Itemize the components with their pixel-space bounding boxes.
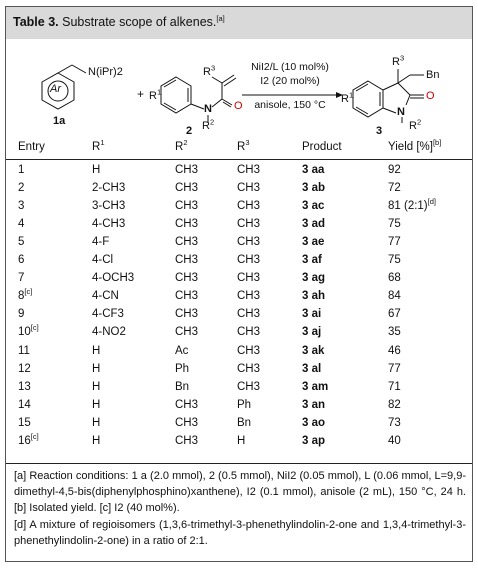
- entry-cell: 10[c]: [18, 323, 39, 339]
- product-cell: 3 ae: [302, 236, 325, 249]
- r3-cell: CH3: [237, 344, 261, 357]
- col-r2: $R^2$: [175, 138, 188, 153]
- r2-cell: CH3: [175, 182, 199, 195]
- r2-cell: CH3: [175, 164, 199, 176]
- yield-cell: 40: [388, 434, 401, 447]
- table-row: [6, 218, 472, 233]
- condition-solvent-temp: anisole, 150 °C: [254, 99, 326, 111]
- yield-cell: 72: [388, 182, 401, 195]
- table-row: [6, 399, 472, 414]
- r3-cell: CH3: [237, 200, 261, 213]
- r3-cell: Bn: [237, 416, 252, 429]
- entry-cell: 8[c]: [18, 287, 33, 303]
- yield-cell: 92: [388, 164, 401, 176]
- entry-cell: 14: [18, 398, 31, 411]
- r3-cell: CH3: [237, 380, 261, 393]
- r1-cell: 4-CN: [92, 290, 119, 303]
- r3-cell: CH3: [237, 362, 261, 375]
- table-row: [6, 254, 472, 269]
- r3-label-3: $R^3$: [392, 53, 405, 68]
- entry-cell: 5: [18, 236, 25, 249]
- r1-cell: H: [92, 398, 101, 411]
- yield-cell: 81 (2:1)[d]: [388, 197, 436, 213]
- product-cell: 3 af: [302, 254, 322, 267]
- r2-label-2: $R^2$: [202, 117, 215, 132]
- col-r3: $R^3$: [237, 138, 250, 153]
- r3-cell: CH3: [237, 182, 261, 195]
- table-caption: Substrate scope of alkenes.: [62, 15, 217, 29]
- reaction-scheme: [6, 39, 472, 139]
- product-cell: 3 ad: [302, 218, 326, 231]
- entry-cell: 6: [18, 254, 25, 267]
- entry-cell: 2: [18, 182, 25, 195]
- r2-cell: CH3: [175, 398, 199, 411]
- col-product: Product: [302, 141, 342, 153]
- ar-label: Ar: [50, 83, 61, 95]
- compound-1a-label: 1a: [53, 115, 66, 127]
- plus-sign: +: [137, 87, 145, 101]
- table-row: [6, 323, 472, 341]
- yield-cell: 77: [388, 362, 401, 375]
- r2-cell: CH3: [175, 308, 199, 321]
- footnote-d: [d] A mixture of regioisomers (1,3,6-trimethyl-3-phenethylindolin-2-one and 1,3,4-trimethyl-3-phenethylindolin-2-one) in a ratio of 2:1.: [14, 518, 466, 547]
- product-cell: 3 ac: [302, 200, 325, 213]
- r2-cell: Ac: [175, 344, 189, 357]
- product-cell: 3 ag: [302, 272, 326, 285]
- r1-cell: H: [92, 416, 101, 429]
- yield-cell: 46: [388, 344, 401, 357]
- table-row: [6, 287, 472, 305]
- product-cell: 3 ak: [302, 344, 325, 357]
- table-row: [6, 308, 472, 323]
- compound-3-label: 3: [376, 125, 383, 137]
- entry-cell: 7: [18, 272, 25, 285]
- c3-ch2-bond: [398, 75, 410, 83]
- compound-2-label: 2: [186, 125, 193, 137]
- o-label-2: O: [234, 100, 243, 112]
- r1-cell: 2-CH3: [92, 182, 126, 195]
- r1-cell: 4-F: [92, 236, 110, 249]
- table-footnotes: [14, 468, 466, 549]
- r1-cell: 4-NO2: [92, 326, 126, 339]
- n-label-2: N: [204, 103, 212, 115]
- r3-cell: H: [237, 434, 246, 447]
- yield-cell: 68: [388, 272, 401, 285]
- product-cell: 3 ah: [302, 290, 326, 303]
- entry-cell: 12: [18, 362, 31, 375]
- r1-cell: 4-Cl: [92, 254, 114, 267]
- r3-cell: CH3: [237, 290, 261, 303]
- product-cell: 3 al: [302, 362, 322, 375]
- product-cell: 3 ab: [302, 182, 326, 195]
- n1-bond: [383, 108, 396, 113]
- product-cell: 3 ao: [302, 416, 326, 429]
- r3-cell: CH3: [237, 254, 261, 267]
- alkene-double-1: [222, 75, 234, 83]
- c3-c2-bond: [398, 83, 410, 95]
- benzyl-bond: [58, 65, 72, 73]
- r2-cell: CH3: [175, 290, 199, 303]
- yield-cell: 35: [388, 326, 401, 339]
- r2-cell: CH3: [175, 200, 199, 213]
- r3-cell: CH3: [237, 308, 261, 321]
- table-row: [6, 431, 472, 450]
- table-frame: [5, 6, 473, 562]
- product-cell: 3 aa: [302, 164, 325, 176]
- yield-cell: 73: [388, 416, 401, 429]
- product-cell: 3 am: [302, 380, 329, 393]
- r3-cell: CH3: [237, 164, 261, 176]
- aryl-n-bond: [191, 104, 204, 109]
- r2-cell: Ph: [175, 362, 190, 375]
- r2-cell: CH3: [175, 254, 199, 267]
- amine-substituent: N(iPr)2: [88, 66, 123, 78]
- entry-cell: 9: [18, 308, 25, 321]
- r1-cell: 4-OCH3: [92, 272, 135, 285]
- product-cell: 3 ap: [302, 434, 326, 447]
- r1-label-2: $R^1$: [149, 87, 162, 102]
- r1-cell: H: [92, 380, 101, 393]
- r1-label-3: $R^1$: [341, 90, 354, 105]
- n-co-bond: [212, 99, 222, 107]
- table-row: [6, 197, 472, 215]
- product-cell: 3 aj: [302, 326, 322, 339]
- entry-cell: 3: [18, 200, 25, 213]
- caption-note: [a]: [216, 13, 225, 23]
- table-bottom-rule: [6, 463, 472, 464]
- r2-cell: Bn: [175, 380, 190, 393]
- condition-catalyst: NiI2/L (10 mol%): [251, 61, 329, 73]
- table-row: [6, 272, 472, 287]
- table-row: [6, 363, 472, 378]
- alkene-double-2: [224, 78, 236, 86]
- entry-cell: 4: [18, 218, 25, 231]
- r2-cell: CH3: [175, 416, 199, 429]
- r2-label-3: $R^2$: [409, 117, 422, 132]
- table-row: [6, 182, 472, 197]
- bn-label: Bn: [426, 69, 440, 81]
- table-label: Table 3.: [13, 15, 59, 29]
- r3-cell: CH3: [237, 218, 261, 231]
- r1-cell: H: [92, 164, 101, 176]
- entry-cell: 1: [18, 164, 25, 176]
- yield-cell: 67: [388, 308, 401, 321]
- table-header: [6, 139, 472, 160]
- r1-cell: 4-CH3: [92, 218, 126, 231]
- c3-bond: [383, 83, 398, 90]
- yield-cell: 75: [388, 218, 401, 231]
- r3-cell: CH3: [237, 326, 261, 339]
- n-label-3: N: [397, 106, 405, 118]
- entry-cell: 13: [18, 380, 31, 393]
- r2-cell: CH3: [175, 326, 199, 339]
- ch2-n-bond: [72, 65, 86, 73]
- r3-cell: CH3: [237, 236, 261, 249]
- r1-cell: 4-CF3: [92, 308, 124, 321]
- entry-cell: 11: [18, 344, 30, 357]
- c2-n-bond: [406, 95, 410, 105]
- o-label-3: O: [426, 90, 435, 102]
- r1-cell: H: [92, 434, 101, 447]
- r1-cell: 3-CH3: [92, 200, 126, 213]
- col-entry: Entry: [18, 141, 45, 153]
- r1-cell: H: [92, 362, 101, 375]
- aryl-ring-3: [353, 81, 383, 117]
- footnote-a: [a] Reaction conditions: 1 a (2.0 mmol), 2 (0.5 mmol), NiI2 (0.05 mmol), L (0.06 mmol, L=9,9-dimethyl-4,5-bis(diphenylphosphino)xanthene), I2 (0.1 mmol), anisole (2 mL), 150 °C, 24 h. [b] Isolated yield. [c] I2 (40 mol%).: [14, 470, 466, 515]
- product-cell: 3 an: [302, 398, 326, 411]
- product-cell: 3 ai: [302, 308, 322, 321]
- r2-cell: CH3: [175, 272, 199, 285]
- r2-cell: CH3: [175, 434, 199, 447]
- table-row: [6, 381, 472, 396]
- r2-cell: CH3: [175, 236, 199, 249]
- col-r1: $R^1$: [92, 138, 105, 153]
- r3-cell: CH3: [237, 272, 261, 285]
- r3-label-2: $R^3$: [203, 63, 216, 78]
- aryl-ring-2: [161, 77, 191, 113]
- condition-iodine: I2 (20 mol%): [260, 75, 320, 87]
- entry-cell: 16[c]: [18, 431, 39, 447]
- table-row: [6, 236, 472, 251]
- yield-cell: 77: [388, 236, 401, 249]
- entry-cell: 15: [18, 416, 31, 429]
- yield-cell: 75: [388, 254, 401, 267]
- r1-cell: H: [92, 344, 101, 357]
- r2-cell: CH3: [175, 218, 199, 231]
- r3-cell: Ph: [237, 398, 252, 411]
- table-title-bar: [6, 7, 472, 39]
- yield-cell: 82: [388, 398, 401, 411]
- yield-cell: 71: [388, 380, 401, 393]
- col-yield: Yield [%][b]: [388, 138, 442, 153]
- table-row: [6, 164, 472, 179]
- yield-cell: 84: [388, 290, 401, 303]
- table-row: [6, 417, 472, 432]
- table-row: [6, 345, 472, 360]
